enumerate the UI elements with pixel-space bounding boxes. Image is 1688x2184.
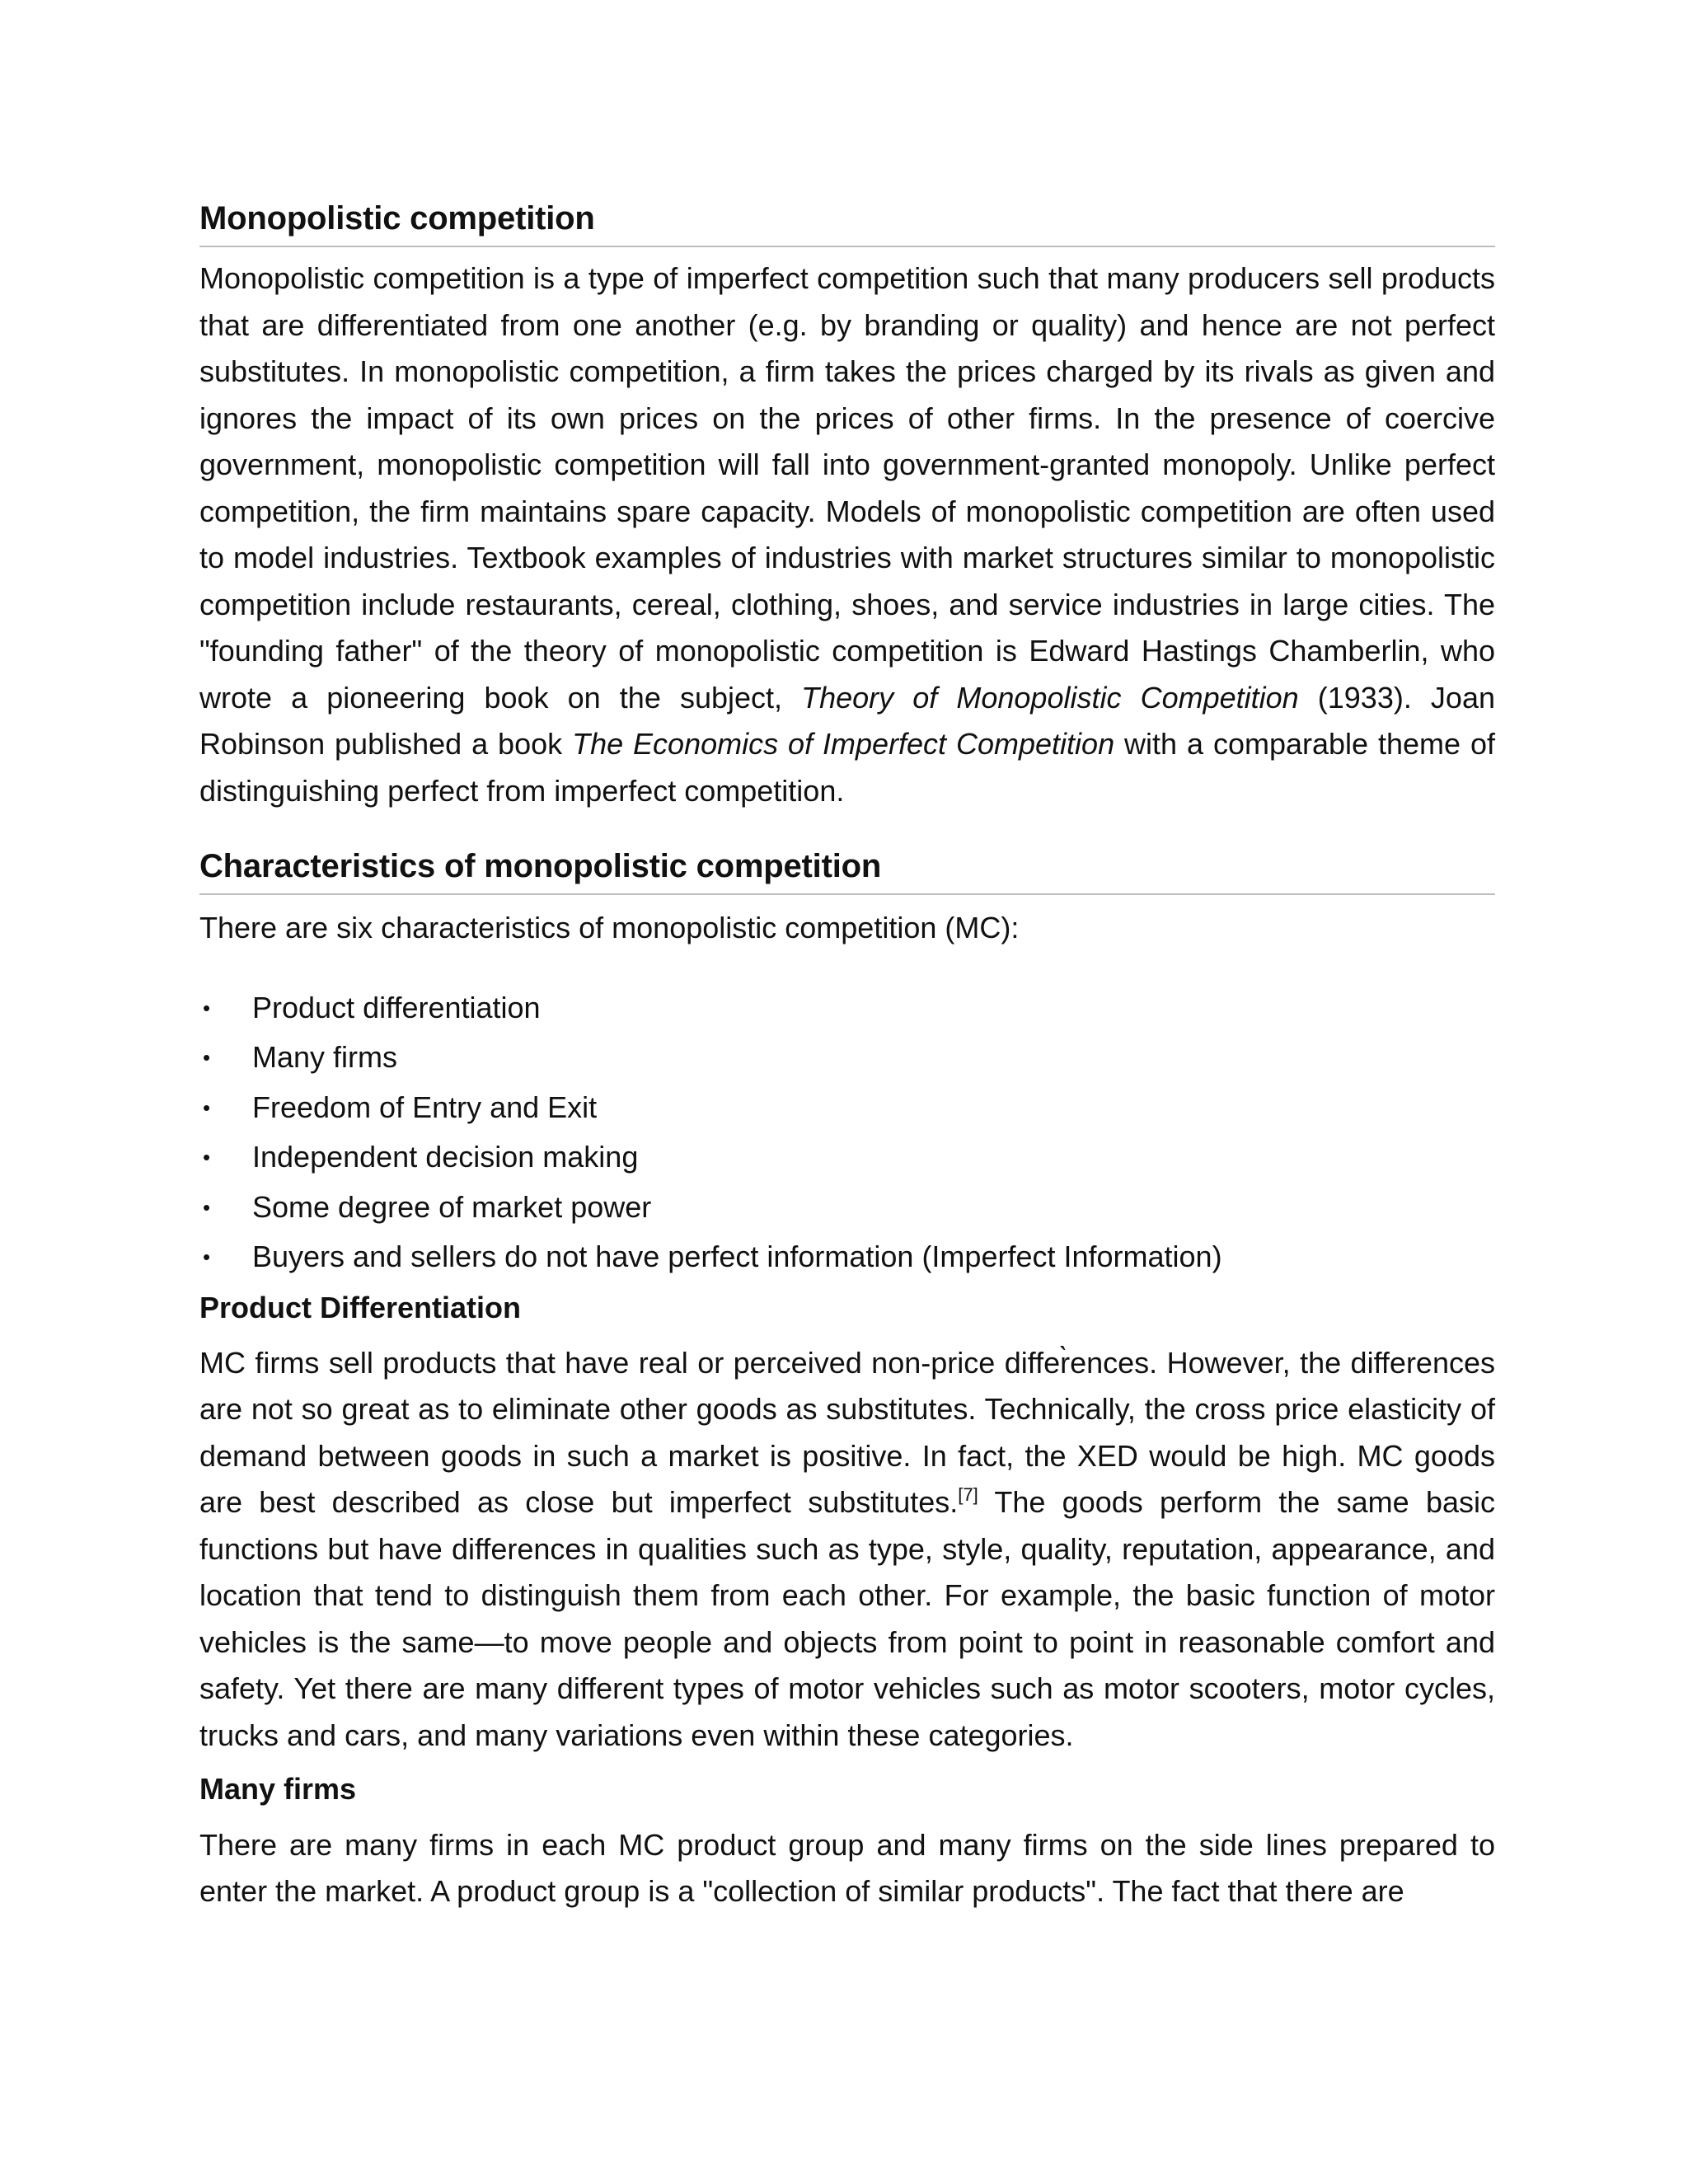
subheading-many-firms: Many firms bbox=[199, 1772, 357, 1807]
characteristics-list bbox=[199, 983, 1495, 1282]
subheading-product-differentiation: Product Differentiation bbox=[199, 1290, 522, 1324]
paragraph-definition bbox=[199, 255, 1495, 814]
document-page bbox=[199, 198, 1495, 1915]
paragraph-definition-text-end: with a comparable theme of distinguishing perfect from imperfect competition. bbox=[199, 727, 1496, 808]
book-title-robinson: The Economics of Imperfect Competition bbox=[572, 727, 1115, 761]
paragraph-many-firms: There are many firms in each MC product group and many firms on the side lines prepared to enter the market. A product group is a "collection of similar products". The fact that there are bbox=[199, 1827, 1495, 1909]
characteristics-intro: There are six characteristics of monopolistic competition (MC): bbox=[199, 911, 1020, 944]
list-item: • Buyers and sellers do not have perfect information (Imperfect Information) bbox=[199, 1232, 1495, 1282]
bullet-icon: • bbox=[203, 995, 211, 1020]
list-item: • Product differentiation bbox=[199, 983, 1495, 1033]
section-heading-monopolistic-competition: Monopolistic competition bbox=[199, 198, 1495, 247]
list-item: • Many firms bbox=[199, 1033, 1495, 1083]
list-item: • Freedom of Entry and Exit bbox=[199, 1083, 1495, 1133]
bullet-icon: • bbox=[203, 1244, 211, 1269]
paragraph-definition-text-mid: (1933). Joan Robinson published a book bbox=[199, 680, 1495, 761]
paragraph-product-differentiation bbox=[199, 1340, 1495, 1760]
paragraph-product-differentiation-start: MC firms sell products that have real or perceived non-price differ̀ences. However, the differences are not so great as to eliminate other goods as substitutes. Technically, the cross price elasticity of demand between goods in such a market is positive. In fact, the XED would be high. MC goods are best described as close but imperfect substitutes. bbox=[199, 1345, 1495, 1520]
paragraph-definition-text-start: Monopolistic competition is a type of imperfect competition such that many producers sell products that are differentiated from one another (e.g. by branding or quality) and hence are not perfect substitutes. In monopolistic competition, a firm takes the prices charged by its rivals as given and ignores the impact of its own prices on the prices of other firms. In the presence of coercive government, monopolistic competition will fall into government-granted monopoly. Unlike perfect competition, the firm maintains spare capacity. Models of monopolistic competition are often used to model industries. Textbook examples of industries with market structures similar to monopolistic competition include restaurants, cereal, clothing, shoes, and service industries in large cities. The "founding father" of the theory of monopolistic competition is Edward Hastings Chamberlin, who wrote a pioneering book on the subject, bbox=[199, 261, 1495, 715]
section-heading-characteristics: Characteristics of monopolistic competition bbox=[199, 846, 1495, 895]
bullet-icon: • bbox=[203, 1145, 211, 1169]
bullet-icon: • bbox=[203, 1045, 211, 1070]
list-item: • Independent decision making bbox=[199, 1132, 1495, 1183]
citation-link[interactable]: [7] bbox=[958, 1484, 978, 1506]
book-title-chamberlin: Theory of Monopolistic Competition bbox=[801, 680, 1299, 715]
bullet-icon: • bbox=[203, 1094, 211, 1120]
list-item: • Some degree of market power bbox=[199, 1183, 1495, 1233]
paragraph-product-differentiation-end: The goods perform the same basic functions but have differences in qualities such as type, style, quality, reputation, appearance, and location that tend to distinguish them from each other. For example, the basic function of motor vehicles is the same—to move people and objects from point to point in reasonable comfort and safety. Yet there are many different types of motor vehicles such as motor scooters, motor cycles, trucks and cars, and many variations even within these categories. bbox=[199, 1485, 1495, 1752]
bullet-icon: • bbox=[203, 1194, 211, 1220]
